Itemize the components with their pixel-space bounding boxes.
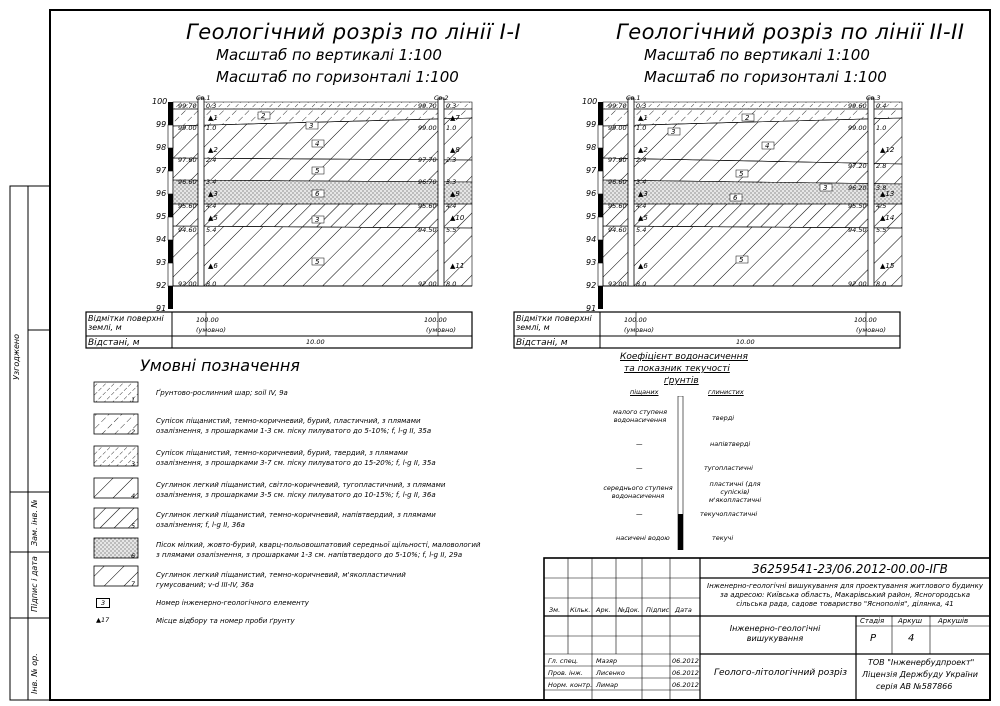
s2-elev-l-2: 97.60: [608, 156, 627, 164]
s1-y-94: 94: [156, 235, 167, 244]
stamp-date-1: 06.2012: [672, 669, 699, 677]
moisture-right-1: напівтверді: [710, 440, 751, 448]
s2-elev-r-1: 99.00: [848, 124, 867, 132]
s2-well-left: Св.1: [626, 94, 641, 102]
stamp-head-1: Кільк.: [570, 606, 591, 614]
s1-distance: 10.00: [306, 338, 325, 346]
s1-elev-note-r: (умовно): [426, 326, 456, 334]
s1-depth-r-4: 4.4: [446, 202, 457, 210]
s2-elev-l-0: 99.70: [608, 102, 627, 110]
svg-text:5: 5: [739, 170, 744, 178]
svg-text:▲15: ▲15: [880, 262, 895, 270]
legend-title: Умовні позначення: [140, 356, 300, 375]
legend-n2: 2: [131, 428, 136, 436]
stamp-head-2: Арк.: [596, 606, 611, 614]
svg-text:3: 3: [315, 216, 320, 224]
svg-text:5: 5: [315, 258, 320, 266]
s2-depth-r-4: 4.5: [876, 202, 887, 210]
s2-elev-l-3: 96.60: [608, 178, 627, 186]
s1-depth-l-1: 1.0: [206, 124, 217, 132]
moisture-left-2: —: [636, 464, 643, 472]
s1-elev-l-3: 96.60: [178, 178, 197, 186]
s2-well-right: Св.3: [866, 94, 881, 102]
stamp-stage-label: Стадія: [860, 617, 885, 625]
s1-elev-l-6: 92.00: [178, 280, 197, 288]
s2-y-98: 98: [586, 143, 597, 152]
legend-item-7: Суглинок легкий піщанистий, темно-коричневий, м'якопластичний гумусований; v-d III-IV, 36а: [156, 571, 406, 589]
s1-y-100: 100: [152, 97, 168, 106]
stamp-drawing: Геолого-літологічний розріз: [714, 668, 848, 678]
moisture-right-0: тверді: [712, 414, 735, 422]
svg-text:▲1: ▲1: [208, 114, 218, 122]
stamp-head-3: №Док.: [618, 606, 640, 614]
s1-y-99: 99: [156, 120, 167, 129]
stamp-name-0: Мазяр: [596, 657, 618, 665]
svg-text:▲12: ▲12: [880, 146, 895, 154]
s1-depth-l-6: 8.0: [206, 280, 217, 288]
stamp-project: Інженерно-геологічні вишукування для проектування житлового будинку за адресою: Київська область, Макарівський район, Ясногородська сільська рада, садове товариство "Яснополія", ділянка, 41: [707, 582, 983, 608]
svg-text:▲8: ▲8: [450, 146, 460, 154]
stamp-date-0: 06.2012: [672, 657, 699, 665]
s1-depth-r-3: 3.3: [446, 178, 457, 186]
stamp-work: Інженерно-геологічні вишукування: [729, 624, 821, 643]
s2-depth-l-1: 1.0: [636, 124, 647, 132]
s2-elev-l-4: 95.60: [608, 202, 627, 210]
s1-elev-r-6: 92.00: [418, 280, 437, 288]
section2-scale-v: Масштаб по вертикалі 1:100: [644, 46, 870, 64]
s1-y-91: 91: [156, 304, 167, 313]
svg-text:4: 4: [765, 142, 770, 150]
s1-y-97: 97: [156, 166, 167, 175]
legend-n6: 6: [131, 552, 136, 560]
svg-text:▲10: ▲10: [450, 214, 465, 222]
s2-depth-r-0: 0.4: [876, 102, 887, 110]
svg-text:▲14: ▲14: [880, 214, 895, 222]
legend-item-1: Ґрунтово-рослинний шар; soil IV, 9а: [156, 389, 288, 397]
s1-elev-r-0: 99.70: [418, 102, 437, 110]
s1-elev-r-2: 97.70: [418, 156, 437, 164]
svg-text:▲2: ▲2: [638, 146, 648, 154]
moisture-col-left: піщаних: [630, 388, 659, 396]
side-inv1: Зам. інв. №: [30, 499, 39, 546]
stamp-license: Ліцензія Держбуду України: [862, 670, 978, 679]
side-inv2: Інв. № ор.: [30, 653, 39, 694]
stamp-role-1: Пров. інж.: [548, 669, 583, 677]
s1-row2-label: Відстані, м: [88, 338, 140, 348]
s1-well-right: Св.2: [434, 94, 449, 102]
s2-y-94: 94: [586, 235, 597, 244]
s2-elev-r-0: 99.60: [848, 102, 867, 110]
moisture-title-2: та показник текучості: [624, 364, 730, 374]
svg-text:▲11: ▲11: [450, 262, 465, 270]
s1-elev-note-l: (умовно): [196, 326, 226, 334]
stamp-code: 36259541-23/06.2012-00.00-ІГВ: [752, 562, 948, 576]
svg-text:▲5: ▲5: [208, 214, 218, 222]
stamp-name-1: Лисенко: [596, 669, 625, 677]
legend-n4: 4: [131, 492, 136, 500]
s1-depth-r-2: 2.3: [446, 156, 457, 164]
stamp-head-4: Підпис: [646, 606, 670, 614]
s1-row1-label: Відмітки поверхні землі, м: [88, 314, 164, 332]
svg-text:▲2: ▲2: [208, 146, 218, 154]
s2-depth-l-3: 3.4: [636, 178, 647, 186]
s2-depth-l-0: 0.3: [636, 102, 647, 110]
svg-text:2: 2: [745, 114, 750, 122]
side-sign: Підпис і дата: [30, 556, 39, 612]
legend-n3: 3: [131, 460, 136, 468]
svg-text:4: 4: [315, 140, 320, 148]
stamp-stage: Р: [870, 633, 877, 644]
legend-sample-mark: ▲17: [96, 616, 110, 624]
svg-text:▲5: ▲5: [638, 214, 648, 222]
s1-well-left: Св.1: [196, 94, 211, 102]
s2-depth-l-2: 2.4: [636, 156, 647, 164]
s1-y-92: 92: [156, 281, 167, 290]
stamp-sheet: 4: [908, 633, 915, 644]
svg-text:5: 5: [739, 256, 744, 264]
stamp-role-0: Гл. спец.: [548, 657, 579, 665]
legend-item-4: Суглинок легкий піщанистий, світло-коричневий, тугопластичний, з плямами озалізнення, з прошарками 3-5 см. піску пилуватого до 10-15%; f, l-g II, 36а: [156, 481, 446, 499]
stamp-head-5: Дата: [675, 606, 692, 614]
s2-depth-r-6: 8.0: [876, 280, 887, 288]
s1-elev-l-2: 97.60: [178, 156, 197, 164]
moisture-left-4: —: [636, 510, 643, 518]
s1-elev-r-1: 99.00: [418, 124, 437, 132]
moisture-col-right: глинистих: [708, 388, 744, 396]
s1-depth-r-1: 1.0: [446, 124, 457, 132]
legend-item-6: Пісок мілкий, жовто-бурий, кварц-польовошпатовий середньої щільності, маловологий з плямами озалізнення, з прошарками 1-3 см. напівтвердого до 5-10%; f, l-g II, 29а: [156, 541, 481, 559]
legend-item-3: Супісок піщанистий, темно-коричневий, бурий, твердий, з плямами озалізнення, з прошарками 3-7 см. піску пилуватого до 15-20%; f, l-g II, 35а: [156, 449, 436, 467]
stamp-sheets-label: Аркушів: [938, 617, 969, 625]
svg-text:▲3: ▲3: [638, 190, 648, 198]
s1-depth-l-2: 2.4: [206, 156, 217, 164]
s1-elev-l-5: 94.60: [178, 226, 197, 234]
s1-y-96: 96: [156, 189, 167, 198]
s2-depth-l-5: 5.4: [636, 226, 647, 234]
stamp-series: серія АВ №587866: [876, 682, 953, 691]
svg-text:2: 2: [261, 112, 266, 120]
s2-y-93: 93: [586, 258, 597, 267]
svg-text:▲9: ▲9: [450, 190, 460, 198]
moisture-left-1: —: [636, 440, 643, 448]
stamp-company: ТОВ "Інженербудпроект": [868, 658, 975, 667]
s1-elev-val-r: 100.00: [424, 316, 447, 324]
s2-elev-note-l: (умовно): [624, 326, 654, 334]
moisture-left-3: середнього ступеня водонасичення: [603, 484, 673, 500]
stamp-role-2: Норм. контр.: [548, 681, 593, 689]
section2-title: Геологічний розріз по лінії ІІ-ІІ: [616, 20, 965, 44]
moisture-title-3: ґрунтів: [664, 376, 699, 386]
s2-elev-note-r: (умовно): [856, 326, 886, 334]
section1-scale-h: Масштаб по горизонталі 1:100: [216, 68, 459, 86]
svg-text:▲6: ▲6: [208, 262, 218, 270]
moisture-right-3: пластичні (для супісків) м'якопластичні: [708, 480, 762, 504]
svg-text:5: 5: [315, 167, 320, 175]
s2-elev-l-6: 92.00: [608, 280, 627, 288]
moisture-right-5: текучі: [712, 534, 734, 542]
s2-depth-l-4: 4.4: [636, 202, 647, 210]
legend-sample-place: Місце відбору та номер проби ґрунту: [156, 617, 295, 625]
stamp-date-2: 06.2012: [672, 681, 699, 689]
s2-elev-val-l: 100.00: [624, 316, 647, 324]
svg-text:▲6: ▲6: [638, 262, 648, 270]
svg-text:3: 3: [671, 128, 676, 136]
s1-depth-l-3: 3.4: [206, 178, 217, 186]
stamp-name-2: Лимар: [596, 681, 619, 689]
moisture-right-4: текучопластичні: [700, 510, 758, 518]
moisture-left-5: насичені водою: [616, 534, 670, 542]
s2-y-92: 92: [586, 281, 597, 290]
s2-y-95: 95: [586, 212, 597, 221]
legend-element-mark: 3: [96, 598, 110, 608]
stamp-sheet-label: Аркуш: [898, 617, 923, 625]
moisture-left-0: малого ступеня водонасичення: [612, 408, 668, 424]
section1-scale-v: Масштаб по вертикалі 1:100: [216, 46, 442, 64]
s1-depth-r-0: 0.3: [446, 102, 457, 110]
svg-text:3: 3: [309, 122, 314, 130]
s2-elev-l-5: 94.60: [608, 226, 627, 234]
moisture-title-1: Коефіцієнт водонасичення: [620, 352, 748, 362]
s1-depth-l-4: 4.4: [206, 202, 217, 210]
s1-depth-r-6: 8.0: [446, 280, 457, 288]
s2-depth-r-3: 3.8: [876, 184, 887, 192]
s2-elev-r-6: 92.00: [848, 280, 867, 288]
s2-elev-r-2: 97.20: [848, 162, 867, 170]
s2-y-99: 99: [586, 120, 597, 129]
s2-row2-label: Відстані, м: [516, 338, 568, 348]
svg-text:▲3: ▲3: [208, 190, 218, 198]
legend-n1: 1: [131, 396, 136, 404]
s2-y-100: 100: [582, 97, 598, 106]
s1-elev-l-1: 99.00: [178, 124, 197, 132]
legend-n7: 7: [131, 580, 136, 588]
svg-text:6: 6: [315, 190, 320, 198]
s2-depth-r-2: 2.8: [876, 162, 887, 170]
s1-elev-val-l: 100.00: [196, 316, 219, 324]
svg-text:▲13: ▲13: [880, 190, 895, 198]
s1-elev-l-4: 95.60: [178, 202, 197, 210]
s2-depth-l-6: 8.0: [636, 280, 647, 288]
svg-text:6: 6: [733, 194, 738, 202]
s1-y-98: 98: [156, 143, 167, 152]
s2-elev-r-4: 95.50: [848, 202, 867, 210]
moisture-right-2: тугопластичні: [704, 464, 753, 472]
legend-n5: 5: [131, 522, 136, 530]
s2-elev-l-1: 99.00: [608, 124, 627, 132]
s2-distance: 10.00: [736, 338, 755, 346]
svg-text:▲1: ▲1: [638, 114, 648, 122]
section2-scale-h: Масштаб по горизонталі 1:100: [644, 68, 887, 86]
s1-depth-l-5: 5.4: [206, 226, 217, 234]
s1-elev-r-3: 96.70: [418, 178, 437, 186]
side-agreed: Узгоджено: [12, 333, 21, 380]
svg-text:3: 3: [823, 184, 828, 192]
s1-elev-r-5: 94.50: [418, 226, 437, 234]
s1-y-93: 93: [156, 258, 167, 267]
legend-item-5: Суглинок легкий піщанистий, темно-коричневий, напівтвердий, з плямами озалізнення; f, l-g II, 36а: [156, 511, 436, 529]
s2-y-97: 97: [586, 166, 597, 175]
s1-depth-l-0: 0.3: [206, 102, 217, 110]
svg-text:▲7: ▲7: [450, 114, 460, 122]
s2-y-96: 96: [586, 189, 597, 198]
s2-y-91: 91: [586, 304, 597, 313]
s2-elev-r-5: 94.50: [848, 226, 867, 234]
s1-elev-l-0: 99.70: [178, 102, 197, 110]
s1-y-95: 95: [156, 212, 167, 221]
legend-item-2: Супісок піщанистий, темно-коричневий, бурий, пластичний, з плямами озалізнення, з прошарками 1-3 см. піску пилуватого до 5-10%; f, l-g II, 35а: [156, 417, 432, 435]
s2-elev-val-r: 100.00: [854, 316, 877, 324]
s2-row1-label: Відмітки поверхні землі, м: [516, 314, 592, 332]
s2-depth-r-1: 1.0: [876, 124, 887, 132]
stamp-head-0: Зм.: [549, 606, 561, 614]
section1-title: Геологічний розріз по лінії І-І: [186, 20, 522, 44]
s2-depth-r-5: 5.5: [876, 226, 887, 234]
legend-element-no: Номер інженерно-геологічного елементу: [156, 599, 309, 607]
s1-depth-r-5: 5.5: [446, 226, 457, 234]
s1-elev-r-4: 95.60: [418, 202, 437, 210]
s2-elev-r-3: 96.20: [848, 184, 867, 192]
